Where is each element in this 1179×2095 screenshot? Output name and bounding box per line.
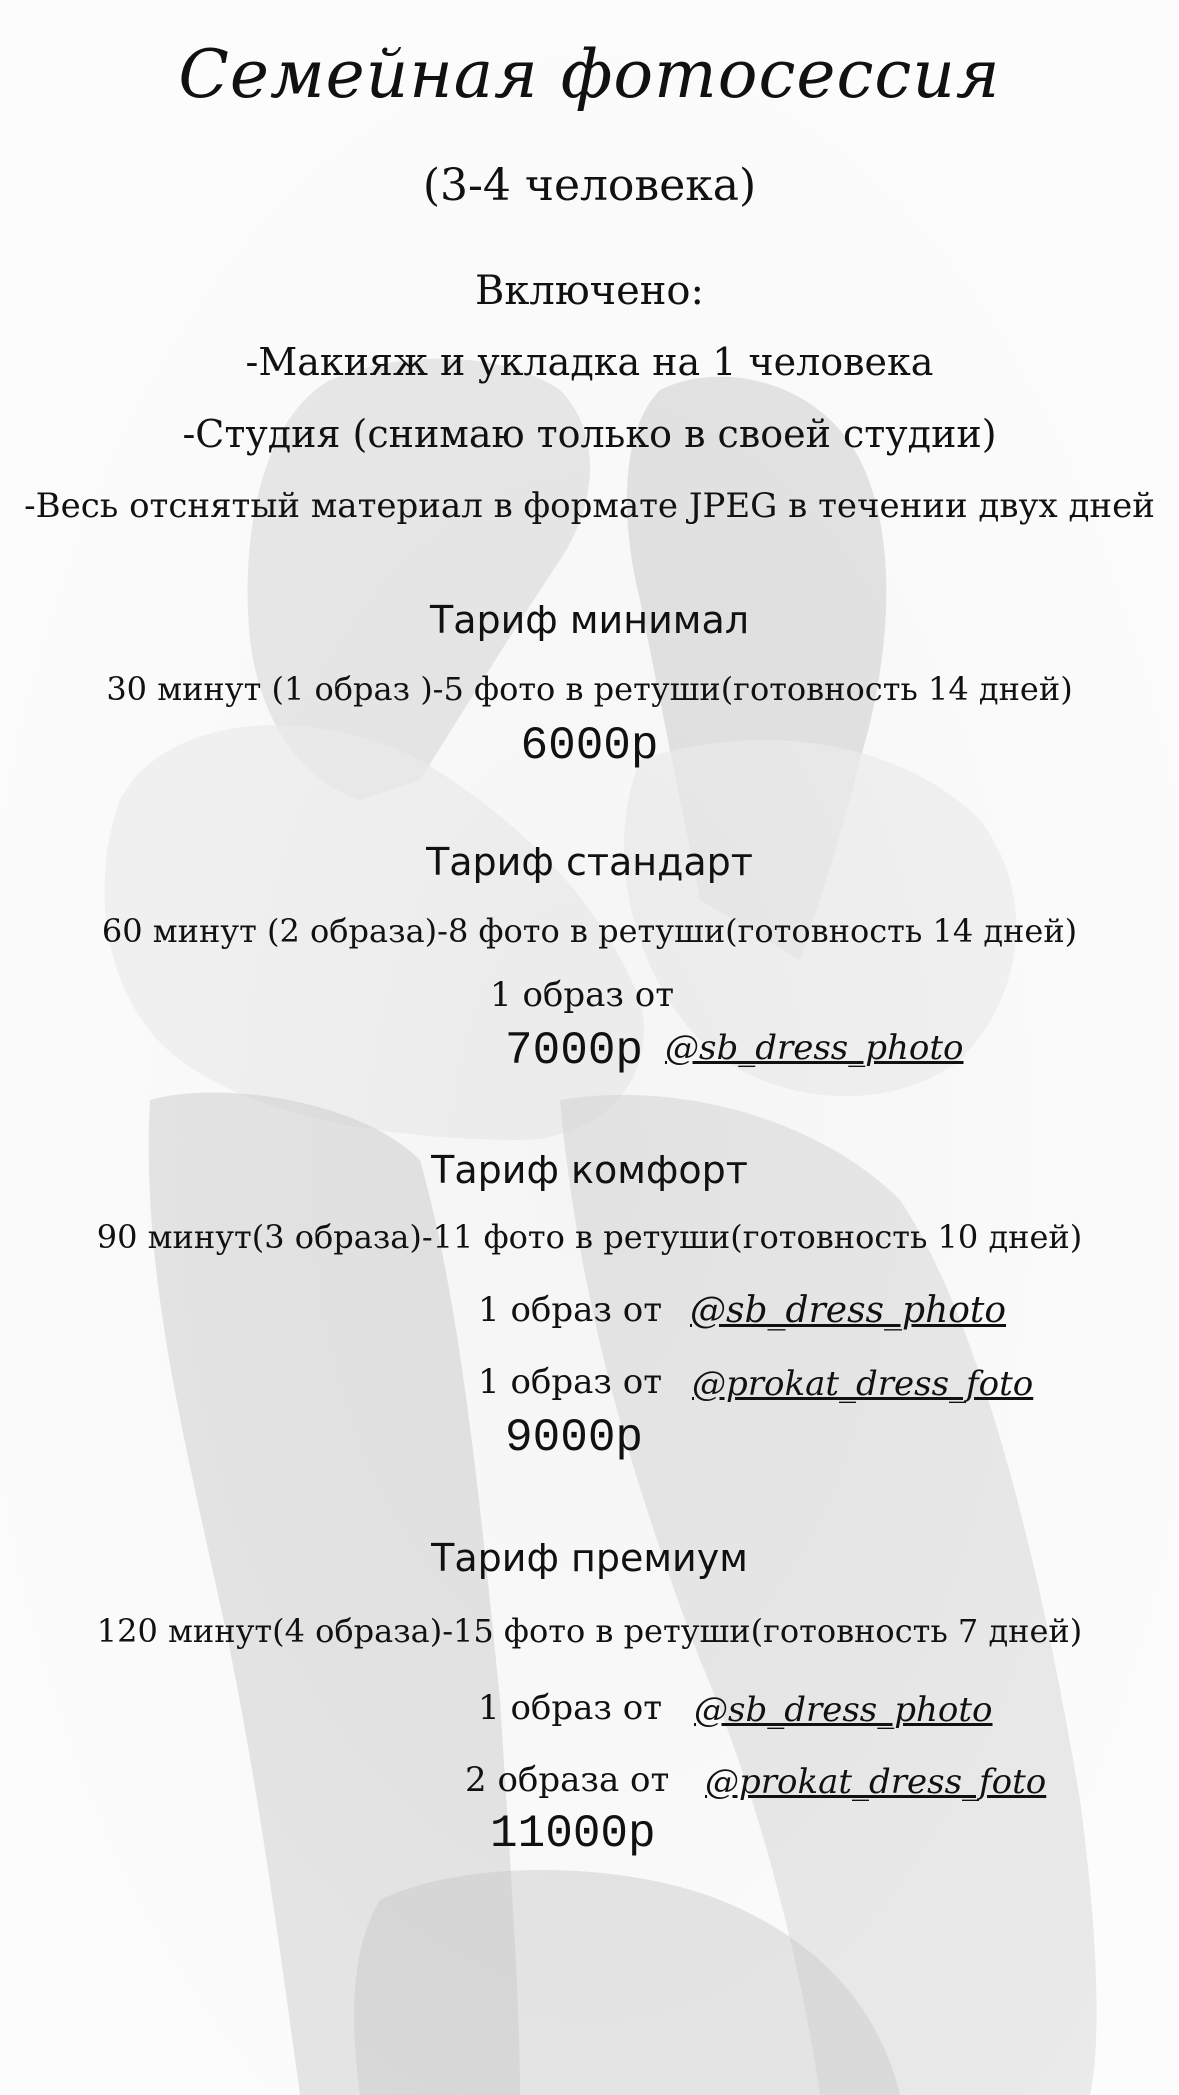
included-item: -Макияж и укладка на 1 человека (245, 340, 934, 384)
tariff-minimal-title: Тариф минимал (429, 598, 750, 642)
included-item: -Студия (снимаю только в своей студии) (182, 412, 997, 456)
prokat-dress-foto-link[interactable]: @prokat_dress_foto (705, 1762, 1047, 1802)
prokat-dress-foto-link[interactable]: @prokat_dress_foto (692, 1364, 1034, 1404)
tariff-standard-description: 60 минут (2 образа)-8 фото в ретуши(готовность 14 дней) (101, 912, 1078, 950)
page-subtitle: (3-4 человека) (422, 160, 757, 211)
tariff-comfort-look-label: 1 образ от (478, 1362, 663, 1402)
sb-dress-photo-link[interactable]: @sb_dress_photo (690, 1290, 1007, 1331)
tariff-premium-price: 11000р (490, 1808, 656, 1860)
tariff-comfort-price: 9000р (505, 1412, 644, 1464)
tariff-premium-title: Тариф премиум (431, 1536, 748, 1580)
tariff-minimal-price: 6000р (520, 720, 659, 772)
tariff-standard-price: 7000р (505, 1025, 644, 1077)
sb-dress-photo-link[interactable]: @sb_dress_photo (665, 1028, 964, 1068)
page-title: Семейная фотосессия (178, 36, 1001, 113)
tariff-standard-look-label: 1 образ от (490, 975, 675, 1015)
tariff-comfort-title: Тариф комфорт (431, 1148, 748, 1192)
tariff-premium-description: 120 минут(4 образа)-15 фото в ретуши(готовность 7 дней) (96, 1612, 1083, 1650)
tariff-comfort-look-label: 1 образ от (478, 1290, 663, 1330)
tariff-standard-title: Тариф стандарт (426, 840, 753, 884)
tariff-premium-look-label: 2 образа от (465, 1760, 670, 1800)
tariff-premium-look-label: 1 образ от (478, 1688, 663, 1728)
included-heading: Включено: (475, 268, 704, 314)
included-item: -Весь отснятый материал в формате JPEG в течении двух дней (24, 486, 1155, 526)
sb-dress-photo-link[interactable]: @sb_dress_photo (694, 1690, 993, 1730)
tariff-minimal-description: 30 минут (1 образ )-5 фото в ретуши(готовность 14 дней) (106, 670, 1073, 708)
tariff-comfort-description: 90 минут(3 образа)-11 фото в ретуши(готовность 10 дней) (96, 1218, 1083, 1256)
